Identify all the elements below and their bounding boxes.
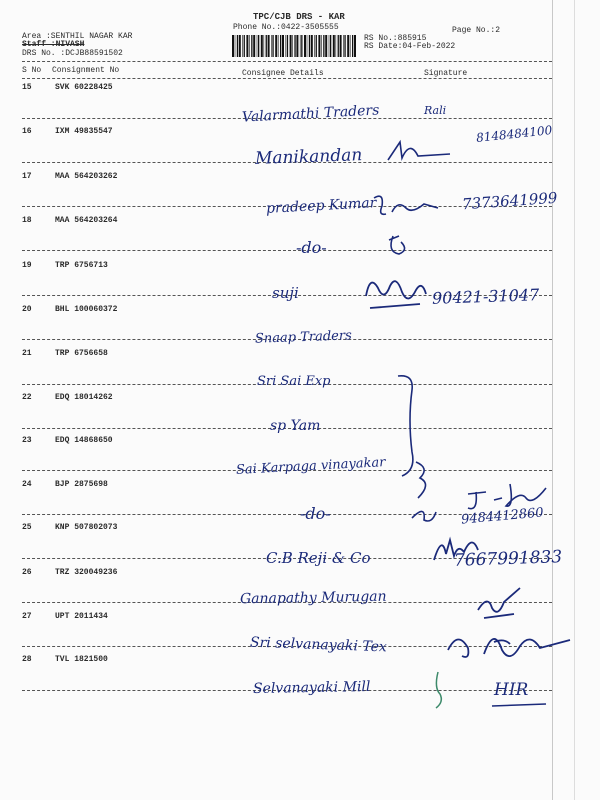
row-21-consignment: TRP 6756658 xyxy=(55,349,108,358)
phone-number: Phone No.:0422-3505555 xyxy=(233,23,339,32)
row-15-consignment: SVK 60228425 xyxy=(55,83,113,92)
row-18-number: 18 xyxy=(22,216,32,225)
signature-scribble xyxy=(470,584,530,624)
row-28-consignment: TVL 1821500 xyxy=(55,655,108,664)
row-23-number: 23 xyxy=(22,436,32,445)
handwritten-consignee: C.B Reji & Co xyxy=(266,549,371,567)
right-margin-line xyxy=(552,0,553,800)
handwritten-consignee: Manikandan xyxy=(254,145,363,169)
handwritten-phone: 8148484100 xyxy=(475,123,553,145)
row-26-consignment: TRZ 320049236 xyxy=(55,568,118,577)
col-signature: Signature xyxy=(424,69,468,78)
handwritten-phone: 7667991833 xyxy=(453,547,563,571)
handwritten-consignee: Ganapathy Murugan xyxy=(239,588,387,608)
row-22-consignment: EDQ 18014262 xyxy=(55,393,113,402)
row-24-number: 24 xyxy=(22,480,32,489)
row-divider xyxy=(22,250,552,251)
barcode xyxy=(232,35,358,57)
green-mark xyxy=(430,668,450,712)
signature-scribble xyxy=(428,530,488,566)
row-24-consignment: BJP 2875698 xyxy=(55,480,108,489)
handwritten-consignee: Snaap Traders xyxy=(254,328,353,347)
handwritten-phone: 7373641999 xyxy=(461,188,558,214)
header-divider xyxy=(22,61,552,62)
signature-scribble xyxy=(368,190,448,230)
row-23-consignment: EDQ 14868650 xyxy=(55,436,113,445)
row-17-consignment: MAA 564203262 xyxy=(55,172,118,181)
row-25-number: 25 xyxy=(22,523,32,532)
handwritten-note: HIR xyxy=(494,680,529,700)
row-16-number: 16 xyxy=(22,127,32,136)
handwritten-consignee: pradeep Kumar xyxy=(265,195,377,217)
handwritten-consignee: Valarmathi Traders xyxy=(241,102,380,126)
row-21-number: 21 xyxy=(22,349,32,358)
row-19-consignment: TRP 6756713 xyxy=(55,261,108,270)
handwritten-consignee: Sri selvanayaki Tex xyxy=(249,634,388,656)
signature-scribble xyxy=(406,478,556,528)
row-25-consignment: KNP 507802073 xyxy=(55,523,118,532)
row-20-number: 20 xyxy=(22,305,32,314)
handwritten-note: Rali xyxy=(424,104,447,117)
signature-scribble xyxy=(440,620,575,672)
row-22-number: 22 xyxy=(22,393,32,402)
signature-underline xyxy=(490,700,550,710)
area-label: Area :SENTHIL NAGAR KAR xyxy=(22,32,133,41)
row-26-number: 26 xyxy=(22,568,32,577)
scan-edge-line xyxy=(574,0,575,800)
handwritten-phone: 90421-31047 xyxy=(431,285,540,308)
drs-number: DRS No. :DCJB88591502 xyxy=(22,49,123,58)
row-27-number: 27 xyxy=(22,612,32,621)
handwritten-consignee: suji xyxy=(272,284,299,302)
signature-scribble xyxy=(380,130,500,170)
row-17-number: 17 xyxy=(22,172,32,181)
column-divider xyxy=(22,78,552,79)
handwritten-consignee: Sai Karpaga vinayakar xyxy=(235,455,386,478)
staff-label: Staff :NIVASH xyxy=(22,40,85,49)
handwritten-consignee: sp Yam xyxy=(270,418,321,434)
col-consignment-no: Consignment No xyxy=(52,66,120,75)
row-18-consignment: MAA 564203264 xyxy=(55,216,118,225)
row-15-number: 15 xyxy=(22,83,32,92)
row-28-number: 28 xyxy=(22,655,32,664)
page-number: Page No.:2 xyxy=(452,26,501,35)
report-title: TPC/CJB DRS - KAR xyxy=(253,12,345,22)
rs-number: RS No.:885915 xyxy=(364,34,427,43)
rs-date: RS Date:04-Feb-2022 xyxy=(364,42,456,51)
handwritten-ditto: -do- xyxy=(296,238,327,257)
row-20-consignment: BHL 100060372 xyxy=(55,305,118,314)
signature-scribble xyxy=(385,230,425,262)
col-s-no: S No xyxy=(22,66,42,75)
row-27-consignment: UPT 2011434 xyxy=(55,612,108,621)
signature-scribble xyxy=(360,268,432,320)
row-16-consignment: IXM 49835547 xyxy=(55,127,113,136)
handwritten-ditto: -do- xyxy=(300,504,331,523)
row-19-number: 19 xyxy=(22,261,32,270)
handwritten-phone: 9484412860 xyxy=(460,505,545,528)
col-consignee-details: Consignee Details xyxy=(242,69,324,78)
handwritten-consignee: Selvanayaki Mill xyxy=(252,678,371,698)
handwritten-consignee: Sri Sai Exp xyxy=(257,374,331,389)
